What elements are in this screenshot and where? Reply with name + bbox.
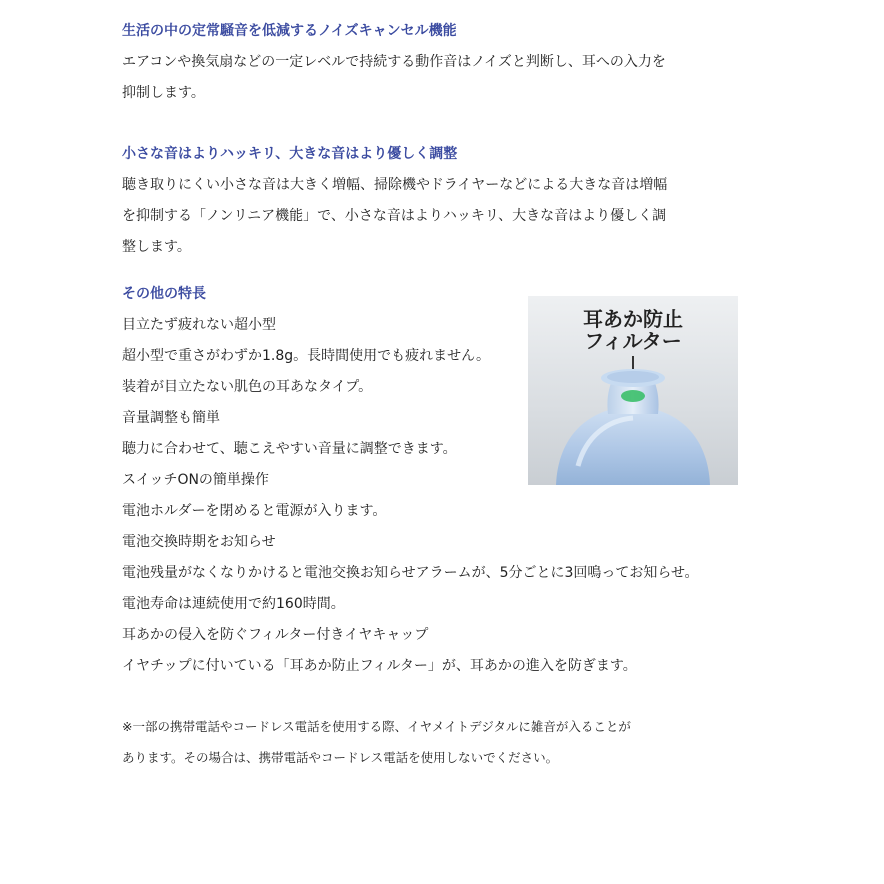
- note-line: あります。その場合は、携帯電話やコードレス電話を使用しないでください。: [122, 750, 559, 765]
- body-line: 整します。: [122, 239, 191, 255]
- feature-line: 電池交換時期をお知らせ: [122, 534, 276, 550]
- feature-line: 耳あかの侵入を防ぐフィルター付きイヤキャップ: [122, 627, 429, 643]
- feature-line: 聴力に合わせて、聴こえやすい音量に調整できます。: [122, 441, 457, 457]
- section-nonlinear: [122, 139, 782, 263]
- body-line: を抑制する「ノンリニア機能」で、小さな音はよりハッキリ、大きな音はより優しく調: [122, 208, 667, 224]
- section-noise-cancel: [122, 16, 782, 109]
- section-heading: 生活の中の定常騒音を低減するノイズキャンセル機能: [122, 23, 457, 39]
- body-line: 抑制します。: [122, 85, 205, 101]
- notes: [122, 711, 782, 773]
- note-line: ※一部の携帯電話やコードレス電話を使用する際、イヤメイトデジタルに雑音が入ることが: [122, 719, 631, 734]
- feature-line: 電池ホルダーを閉めると電源が入ります。: [122, 503, 387, 519]
- figure-label: フィルター: [584, 329, 682, 353]
- feature-line: 装着が目立たない肌色の耳あなタイプ。: [122, 379, 373, 395]
- feature-line: 音量調整も簡単: [122, 410, 220, 426]
- feature-line: 超小型で重さがわずか1.8g。長時間使用でも疲れません。: [122, 348, 490, 364]
- ear-tip-icon: [528, 296, 738, 485]
- figure-label: 耳あか防止: [583, 307, 683, 331]
- section-heading: その他の特長: [122, 286, 206, 302]
- feature-line: イヤチップに付いている「耳あか防止フィルター」が、耳あかの進入を防ぎます。: [122, 658, 637, 674]
- feature-line: 電池寿命は連続使用で約160時間。: [122, 596, 345, 612]
- ear-filter-figure: [528, 296, 738, 485]
- body-line: 聴き取りにくい小さな音は大きく増幅、掃除機やドライヤーなどによる大きな音は増幅: [122, 177, 668, 193]
- feature-line: 電池残量がなくなりかけると電池交換お知らせアラームが、5分ごとに3回鳴ってお知らせ。: [122, 565, 699, 581]
- section-heading: 小さな音はよりハッキリ、大きな音はより優しく調整: [122, 146, 458, 162]
- feature-line: スイッチONの簡単操作: [122, 472, 269, 488]
- feature-line: 目立たず疲れない超小型: [122, 317, 276, 333]
- body-line: エアコンや換気扇などの一定レベルで持続する動作音はノイズと判断し、耳への入力を: [122, 54, 666, 70]
